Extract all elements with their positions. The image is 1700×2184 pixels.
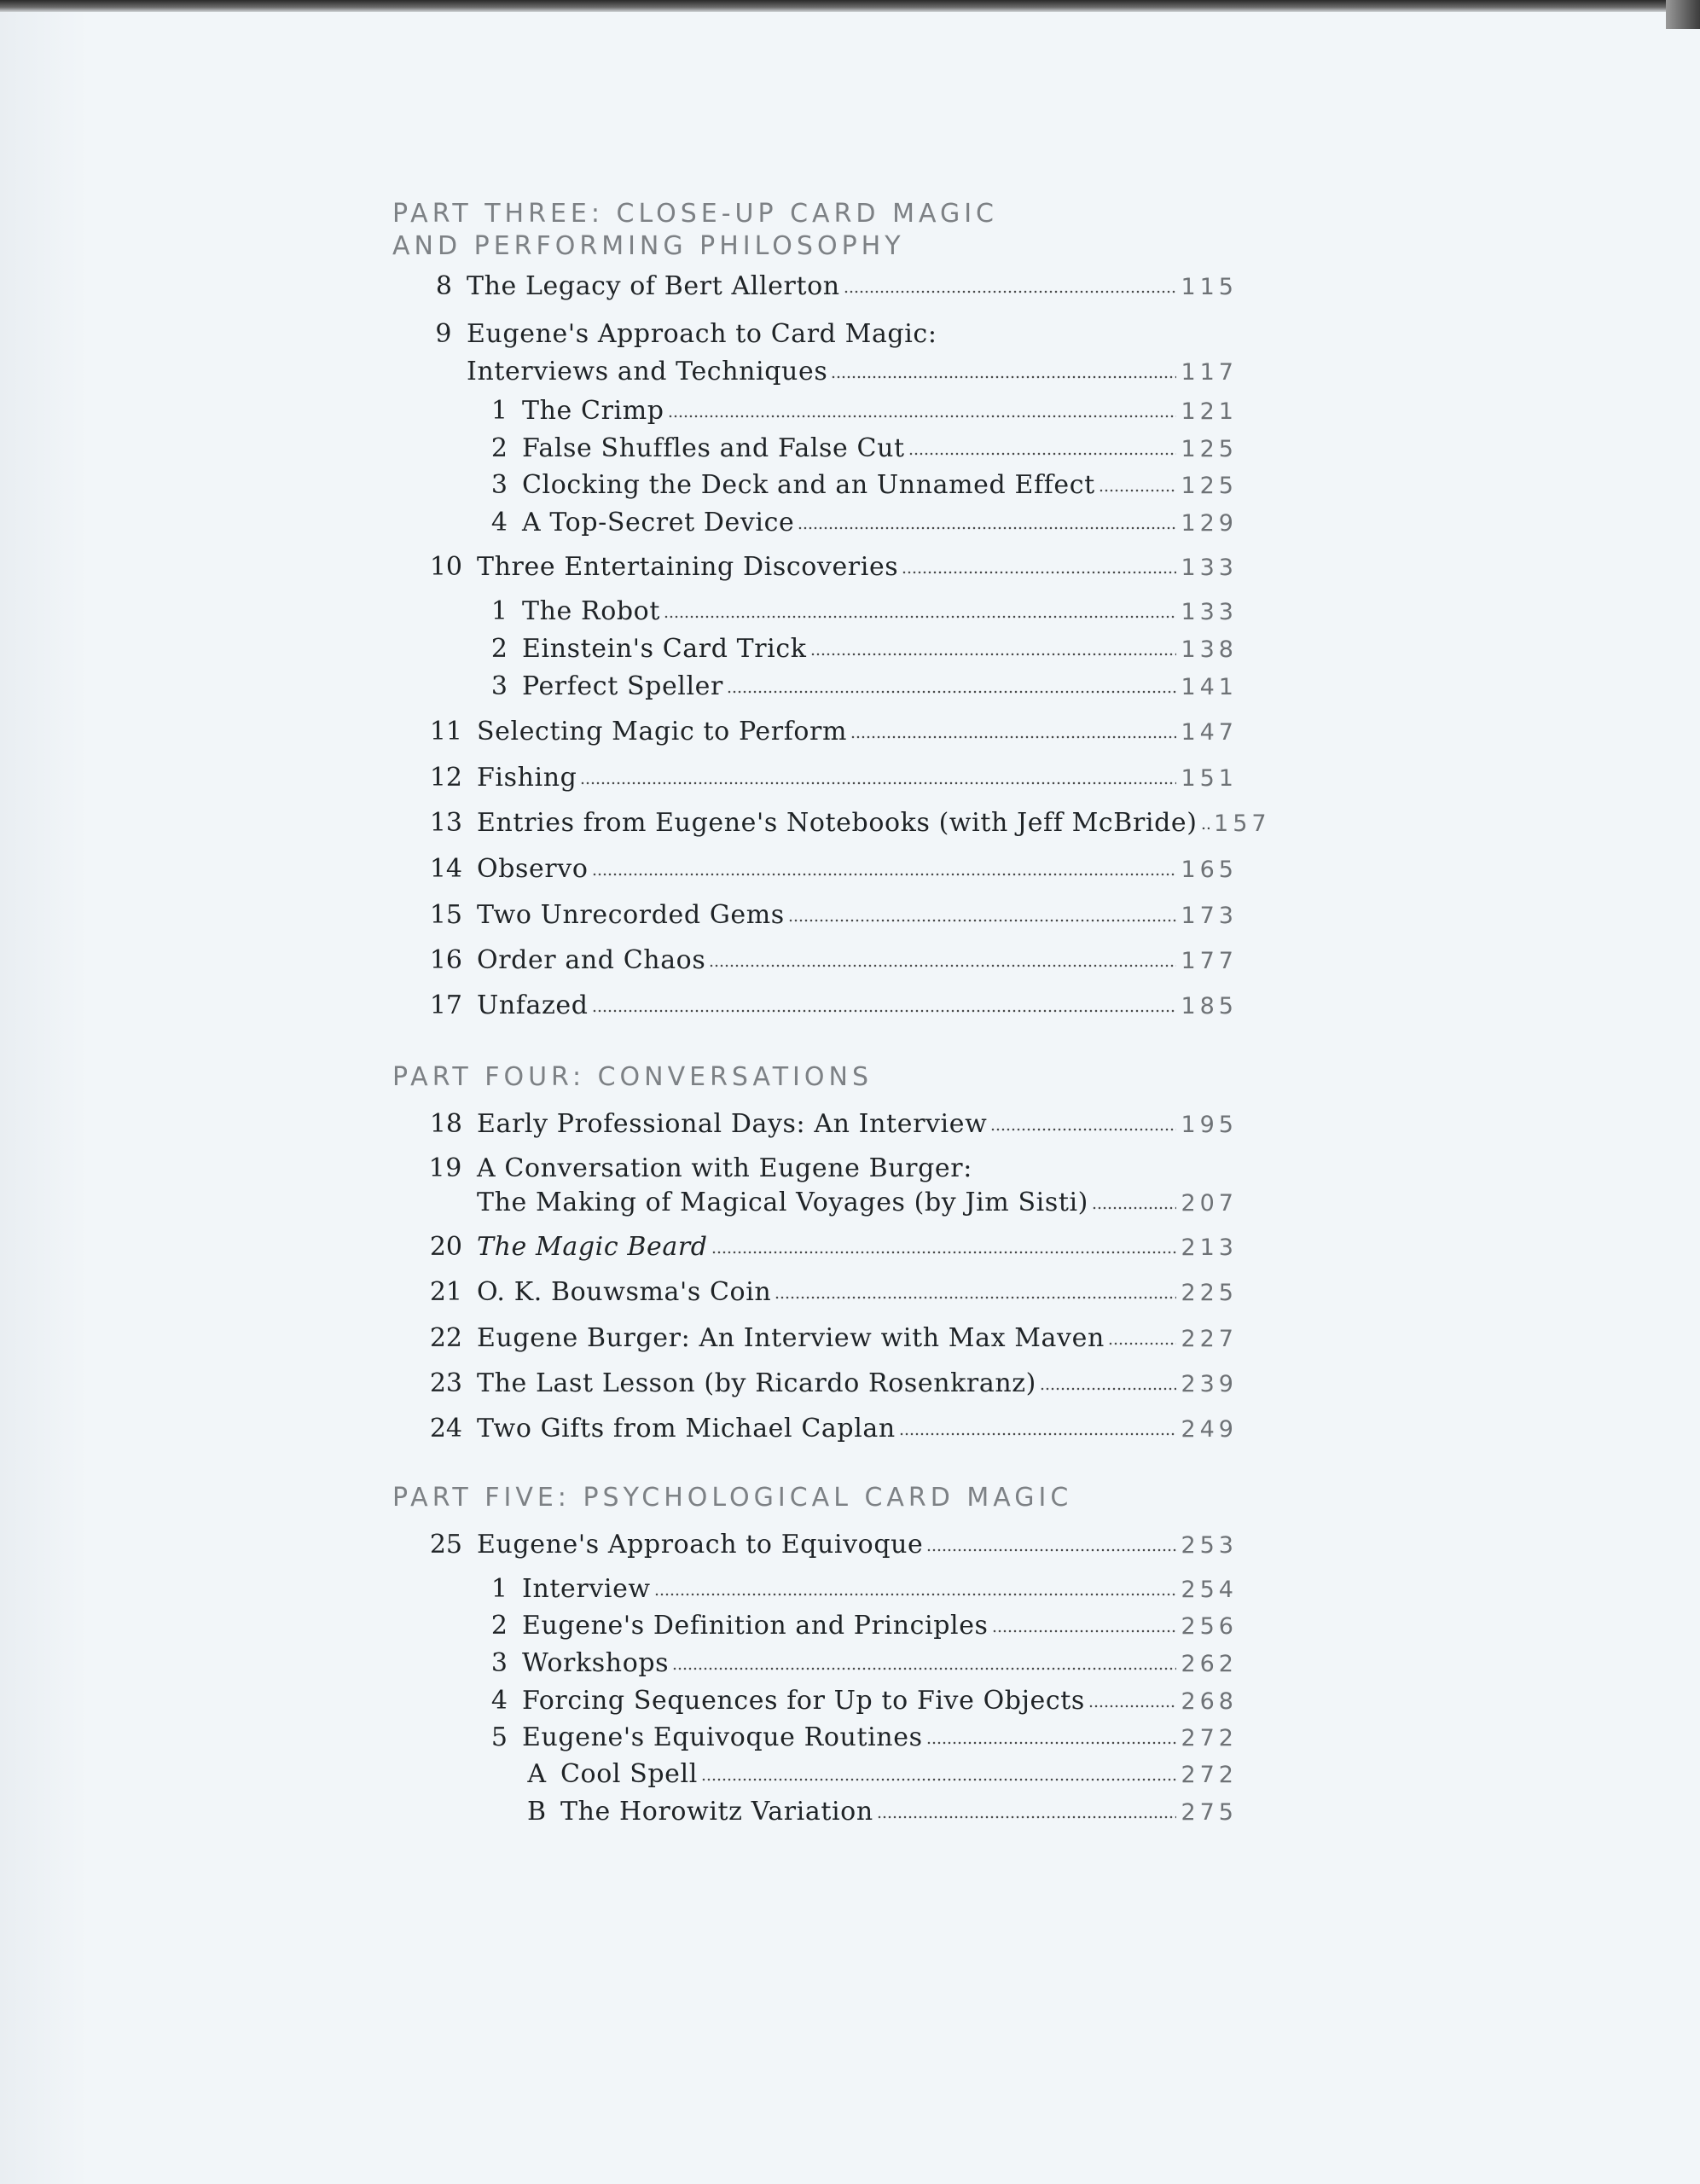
toc-entry[interactable] xyxy=(473,595,1238,629)
page-number: 272 xyxy=(1181,1725,1238,1751)
toc-entry[interactable] xyxy=(512,1795,1238,1829)
entry-title: Fishing xyxy=(477,763,577,793)
toc-entry[interactable] xyxy=(418,989,1238,1023)
entry-title: Order and Chaos xyxy=(477,945,706,975)
entry-title: The Crimp xyxy=(522,396,664,426)
dot-leader xyxy=(902,570,1176,575)
page-number: 125 xyxy=(1181,473,1238,499)
entry-title: Cool Spell xyxy=(560,1759,698,1789)
entry-number: 13 xyxy=(429,808,462,838)
page-number: 272 xyxy=(1181,1762,1238,1788)
entry-title: O. K. Bouwsma's Coin xyxy=(477,1277,772,1307)
toc-entry[interactable] xyxy=(473,1647,1238,1681)
dot-leader xyxy=(1099,488,1176,493)
entry-number: 25 xyxy=(429,1530,462,1560)
dot-leader xyxy=(775,1295,1176,1300)
part-heading-line: PART THREE: CLOSE-UP CARD MAGIC xyxy=(392,199,998,229)
page-number: 185 xyxy=(1181,993,1238,1019)
part-heading-line: AND PERFORMING PHILOSOPHY xyxy=(392,231,905,261)
entry-number: 24 xyxy=(429,1414,462,1443)
toc-entry[interactable] xyxy=(418,355,1238,389)
entry-title: Early Professional Days: An Interview xyxy=(477,1109,988,1139)
dot-leader xyxy=(580,781,1176,786)
entry-title-line1: A Conversation with Eugene Burger: xyxy=(477,1153,972,1183)
part-heading xyxy=(392,198,998,263)
page-number: 133 xyxy=(1181,555,1238,581)
entry-title: Two Unrecorded Gems xyxy=(477,900,785,930)
page-number: 195 xyxy=(1181,1112,1238,1138)
part-heading xyxy=(392,1482,1072,1514)
page-number: 121 xyxy=(1181,398,1238,425)
toc-entry[interactable] xyxy=(473,1609,1238,1643)
dot-leader xyxy=(1108,1341,1176,1346)
page-number: 157 xyxy=(1214,810,1271,837)
dot-leader xyxy=(701,1777,1176,1782)
entry-number: 19 xyxy=(428,1153,462,1183)
entry-title: The Last Lesson (by Ricardo Rosenkranz) xyxy=(477,1368,1036,1398)
toc-entry[interactable] xyxy=(418,715,1238,749)
entry-title: The Horowitz Variation xyxy=(560,1797,873,1827)
entry-title: The Magic Beard xyxy=(477,1232,708,1262)
entry-number: 1 xyxy=(490,596,508,626)
entry-number: 14 xyxy=(429,854,462,884)
entry-title: False Shuffles and False Cut xyxy=(522,433,905,463)
page-number: 138 xyxy=(1181,636,1238,663)
page-number: 256 xyxy=(1181,1613,1238,1640)
dot-leader xyxy=(672,1666,1176,1671)
entry-number: B xyxy=(526,1797,546,1827)
page-number: 225 xyxy=(1181,1280,1238,1306)
toc-entry[interactable] xyxy=(418,852,1238,886)
page-number: 133 xyxy=(1181,599,1238,625)
entry-title: Eugene's Approach to Equivoque xyxy=(477,1530,924,1560)
page-number: 268 xyxy=(1181,1688,1238,1715)
entry-number: 23 xyxy=(429,1368,462,1398)
toc-entry[interactable] xyxy=(418,761,1238,795)
toc-entry-first-line xyxy=(418,317,937,351)
entry-title: Unfazed xyxy=(477,990,589,1020)
toc-entry[interactable] xyxy=(473,1684,1238,1718)
entry-number: 2 xyxy=(490,634,508,664)
entry-title: Eugene's Equivoque Routines xyxy=(522,1722,923,1752)
entry-title: A Top-Secret Device xyxy=(522,508,795,537)
dot-leader xyxy=(788,918,1176,923)
toc-entry[interactable] xyxy=(418,1528,1238,1562)
entry-number: 1 xyxy=(490,396,508,426)
page-number: 129 xyxy=(1181,510,1238,537)
dot-leader xyxy=(709,963,1176,968)
page-number: 151 xyxy=(1181,765,1238,792)
toc-entry[interactable] xyxy=(418,1412,1238,1446)
dot-leader xyxy=(926,1548,1176,1553)
dot-leader xyxy=(831,375,1176,380)
entry-number: 17 xyxy=(429,990,462,1020)
toc-entry[interactable] xyxy=(418,806,1271,840)
toc-entry[interactable] xyxy=(418,1107,1238,1141)
dot-leader xyxy=(668,414,1176,419)
page-number: 239 xyxy=(1181,1371,1238,1397)
toc-entry[interactable] xyxy=(473,432,1238,466)
toc-entry[interactable] xyxy=(418,944,1238,978)
entry-number: 18 xyxy=(429,1109,462,1139)
dot-leader xyxy=(899,1432,1176,1437)
entry-number: 12 xyxy=(429,763,462,793)
entry-number: 11 xyxy=(429,717,462,746)
page-number: 227 xyxy=(1181,1326,1238,1352)
page-number: 262 xyxy=(1181,1651,1238,1677)
toc-entry[interactable] xyxy=(473,1721,1238,1755)
dot-leader xyxy=(1092,1205,1176,1211)
entry-title: Two Gifts from Michael Caplan xyxy=(477,1414,896,1443)
dot-leader xyxy=(592,1008,1176,1014)
dot-leader xyxy=(711,1250,1176,1255)
toc-entry[interactable] xyxy=(473,394,1238,428)
dot-leader xyxy=(727,689,1176,694)
entry-number: 2 xyxy=(490,433,508,463)
page-number: 165 xyxy=(1181,857,1238,883)
toc-entry[interactable] xyxy=(473,632,1238,666)
entry-number: 4 xyxy=(490,1686,508,1716)
dot-leader xyxy=(1040,1386,1176,1391)
entry-number: 4 xyxy=(490,508,508,537)
toc-entry[interactable] xyxy=(473,468,1238,502)
entry-title: Eugene Burger: An Interview with Max Maven xyxy=(477,1323,1105,1353)
entry-title: Perfect Speller xyxy=(522,671,723,701)
part-heading xyxy=(392,1061,873,1094)
page-number: 117 xyxy=(1181,359,1238,386)
dot-leader xyxy=(1201,826,1210,831)
entry-title-line1: Eugene's Approach to Card Magic: xyxy=(467,319,937,349)
entry-number: 15 xyxy=(429,900,462,930)
entry-title: The Robot xyxy=(522,596,660,626)
toc-entry-first-line xyxy=(418,1152,972,1185)
page-number: 177 xyxy=(1181,948,1238,974)
dot-leader xyxy=(810,652,1176,657)
entry-number: 8 xyxy=(435,271,452,301)
page-number: 125 xyxy=(1181,436,1238,462)
page-number: 249 xyxy=(1181,1416,1238,1443)
toc-entry[interactable] xyxy=(473,670,1238,704)
dot-leader xyxy=(992,1629,1176,1634)
page-number: 141 xyxy=(1181,674,1238,700)
entry-number: 2 xyxy=(490,1611,508,1641)
entry-title: The Making of Magical Voyages (by Jim Sisti) xyxy=(477,1188,1088,1217)
page-number: 213 xyxy=(1181,1234,1238,1261)
entry-number: A xyxy=(527,1759,546,1789)
page-number: 173 xyxy=(1181,903,1238,929)
dot-leader xyxy=(850,735,1176,740)
dot-leader xyxy=(1088,1704,1176,1709)
entry-number: 21 xyxy=(429,1277,462,1307)
page-number: 147 xyxy=(1181,719,1238,746)
toc-entry[interactable] xyxy=(418,898,1238,932)
dot-leader xyxy=(990,1127,1176,1132)
entry-number: 1 xyxy=(490,1574,508,1604)
toc-entry[interactable] xyxy=(418,1321,1238,1356)
toc-entry[interactable] xyxy=(418,1367,1238,1401)
dot-leader xyxy=(664,614,1176,619)
entry-title: Three Entertaining Discoveries xyxy=(477,552,899,582)
entry-title: Einstein's Card Trick xyxy=(522,634,807,664)
part-heading-line: PART FIVE: PSYCHOLOGICAL CARD MAGIC xyxy=(392,1483,1073,1513)
entry-title: Interview xyxy=(522,1574,651,1604)
entry-title: Clocking the Deck and an Unnamed Effect xyxy=(522,470,1095,500)
entry-title: Eugene's Definition and Principles xyxy=(522,1611,989,1641)
entry-title: Workshops xyxy=(522,1648,670,1678)
page-number: 115 xyxy=(1181,274,1238,300)
page-number: 207 xyxy=(1181,1190,1238,1217)
dot-leader xyxy=(654,1592,1176,1597)
entry-number: 3 xyxy=(490,671,508,701)
toc-entry[interactable] xyxy=(473,506,1238,540)
page-number: 253 xyxy=(1181,1532,1238,1559)
toc-entry[interactable] xyxy=(418,550,1238,584)
entry-number: 16 xyxy=(429,945,462,975)
part-heading-line: PART FOUR: CONVERSATIONS xyxy=(392,1062,873,1092)
toc-entry[interactable] xyxy=(473,1572,1238,1606)
entry-number: 10 xyxy=(429,552,462,582)
entry-number: 22 xyxy=(429,1323,462,1353)
entry-number: 3 xyxy=(490,470,508,500)
toc-entry[interactable] xyxy=(418,1230,1238,1264)
entry-title: Observo xyxy=(477,854,589,884)
entry-title: The Legacy of Bert Allerton xyxy=(467,271,840,301)
entry-number: 9 xyxy=(435,319,452,349)
dot-leader xyxy=(926,1740,1176,1745)
dot-leader xyxy=(877,1815,1176,1820)
entry-number: 20 xyxy=(429,1232,462,1262)
entry-title: Forcing Sequences for Up to Five Objects xyxy=(522,1686,1085,1716)
dot-leader xyxy=(844,289,1176,294)
entry-number: 3 xyxy=(490,1648,508,1678)
toc-entry[interactable] xyxy=(418,270,1238,304)
entry-title: Entries from Eugene's Notebooks (with Jeff McBride) xyxy=(477,808,1198,838)
entry-number: 5 xyxy=(490,1722,508,1752)
page-number: 254 xyxy=(1181,1577,1238,1603)
dot-leader xyxy=(798,526,1176,531)
page-number: 275 xyxy=(1181,1799,1238,1826)
entry-title: Selecting Magic to Perform xyxy=(477,717,848,746)
dot-leader xyxy=(908,451,1176,456)
toc-entry[interactable] xyxy=(418,1186,1238,1220)
toc-entry[interactable] xyxy=(418,1275,1238,1310)
dot-leader xyxy=(592,872,1177,877)
entry-title: Interviews and Techniques xyxy=(467,357,828,386)
toc-entry[interactable] xyxy=(512,1757,1238,1792)
